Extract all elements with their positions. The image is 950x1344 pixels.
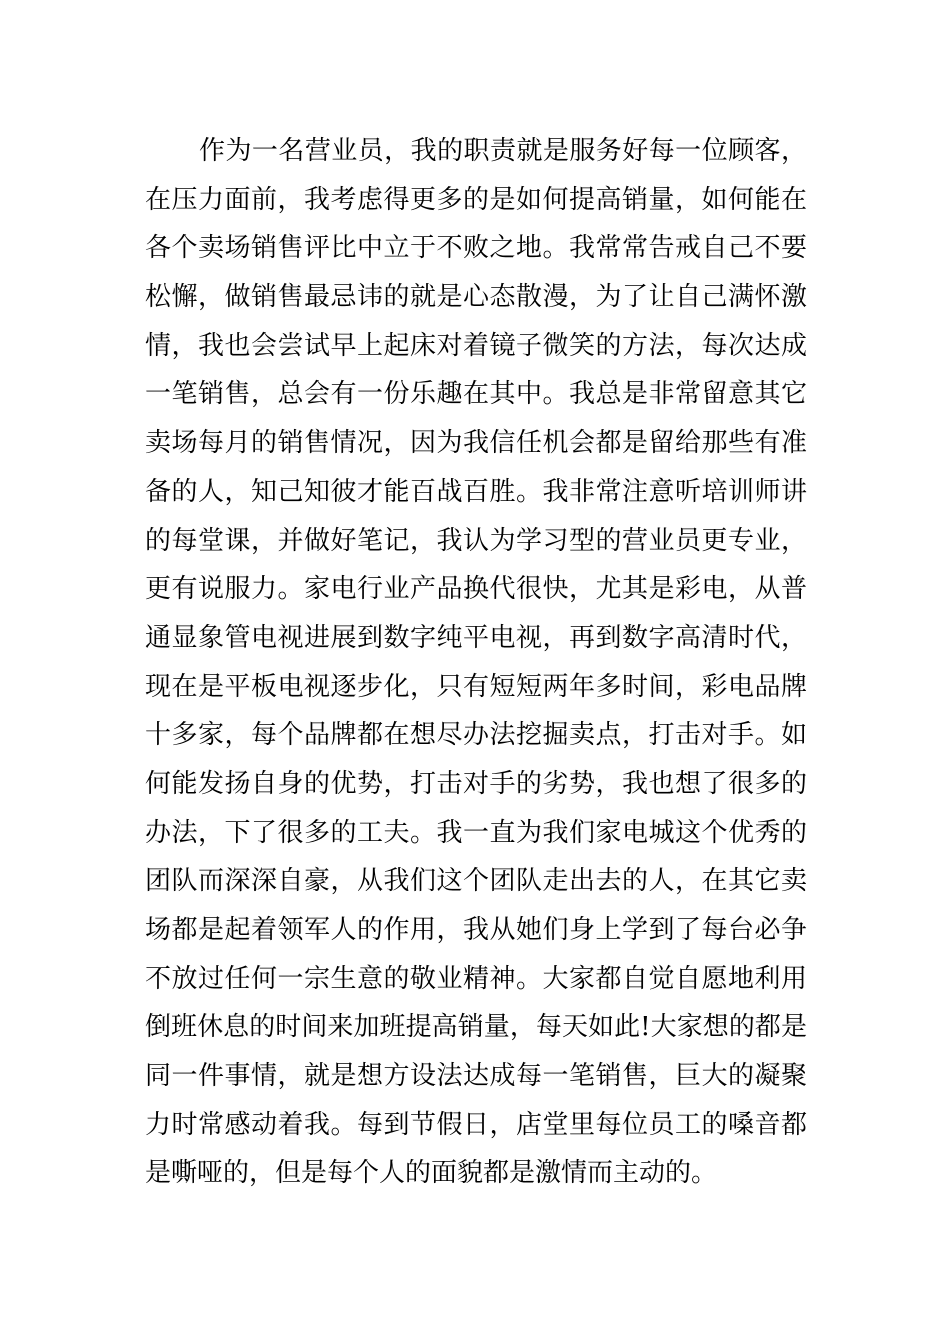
paragraph-line: 现在是平板电视逐步化，只有短短两年多时间，彩电品牌: [145, 671, 807, 702]
paragraph-line: 情，我也会尝试早上起床对着镜子微笑的方法，每次达成: [145, 330, 807, 361]
paragraph-line: 更有说服力。家电行业产品换代很快，尤其是彩电，从普: [145, 574, 807, 605]
paragraph-line: 倒班休息的时间来加班提高销量，每天如此!大家想的都是: [145, 1012, 807, 1043]
paragraph-line: 松懈，做销售最忌讳的就是心态散漫，为了让自己满怀激: [145, 282, 807, 313]
paragraph-line: 力时常感动着我。每到节假日，店堂里每位员工的嗓音都: [145, 1109, 807, 1140]
paragraph-line: 何能发扬自身的优势，打击对手的劣势，我也想了很多的: [145, 768, 807, 799]
paragraph-line: 一笔销售，总会有一份乐趣在其中。我总是非常留意其它: [145, 379, 807, 410]
paragraph-line: 不放过任何一宗生意的敬业精神。大家都自觉自愿地利用: [145, 963, 807, 994]
paragraph-line: 通显象管电视进展到数字纯平电视，再到数字高清时代，: [145, 622, 807, 653]
paragraph-line: 同一件事情，就是想方设法达成每一笔销售，巨大的凝聚: [145, 1061, 807, 1092]
paragraph-line: 在压力面前，我考虑得更多的是如何提高销量，如何能在: [145, 184, 807, 215]
paragraph-line: 团队而深深自豪，从我们这个团队走出去的人，在其它卖: [145, 866, 807, 897]
paragraph-line: 办法，下了很多的工夫。我一直为我们家电城这个优秀的: [145, 817, 807, 848]
paragraph-line: 十多家，每个品牌都在想尽办法挖掘卖点，打击对手。如: [145, 720, 807, 751]
paragraph-line: 备的人，知己知彼才能百战百胜。我非常注意听培训师讲: [145, 476, 807, 507]
paragraph-line: 卖场每月的销售情况，因为我信任机会都是留给那些有准: [145, 428, 807, 459]
body-paragraph: [145, 127, 807, 1198]
paragraph-line: 的每堂课，并做好笔记，我认为学习型的营业员更专业，: [145, 525, 807, 556]
paragraph-line: 是嘶哑的，但是每个人的面貌都是激情而主动的。: [145, 1158, 718, 1189]
paragraph-line: 场都是起着领军人的作用，我从她们身上学到了每台必争: [145, 915, 807, 945]
paragraph-line: 作为一名营业员，我的职责就是服务好每一位顾客，: [199, 136, 807, 166]
paragraph-line: 各个卖场销售评比中立于不败之地。我常常告戒自己不要: [145, 233, 807, 264]
